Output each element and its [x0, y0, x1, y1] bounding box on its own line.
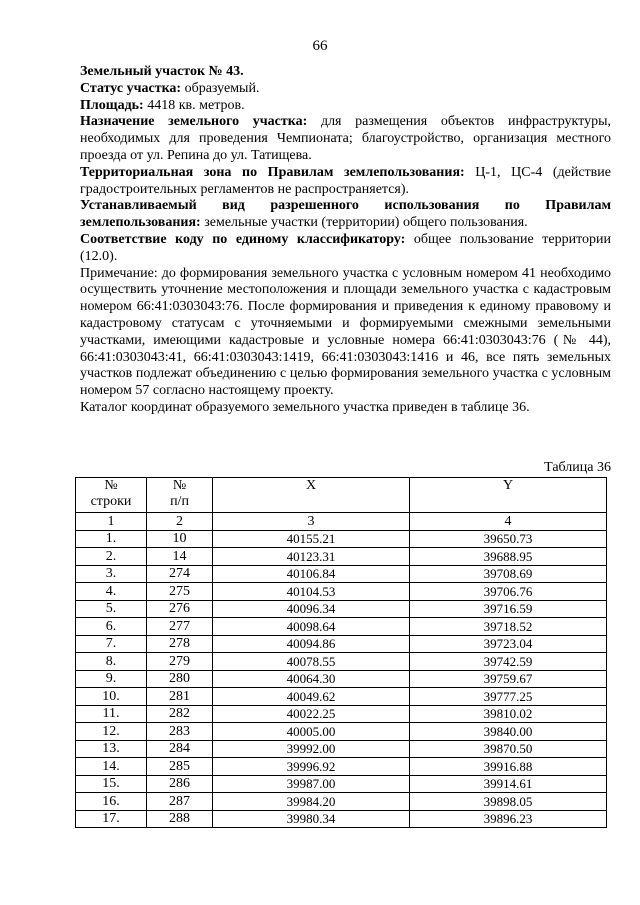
usage-paragraph: Устанавливаемый вид разрешенного использования по Правилам землепользования: земельные участки (территории) общего пользования. — [80, 198, 611, 231]
table-cell: 274 — [147, 565, 213, 583]
table-cell: 15. — [76, 775, 147, 793]
document-body — [80, 64, 611, 417]
table-cell: 4 — [410, 513, 607, 531]
table-cell: 39777.25 — [410, 688, 607, 706]
header-y: Y — [410, 478, 607, 513]
table-cell: 285 — [147, 758, 213, 776]
table-row — [76, 530, 607, 548]
table-cell: 39688.95 — [410, 548, 607, 566]
table-cell: 277 — [147, 618, 213, 636]
table-row — [76, 653, 607, 671]
table-cell: 40005.00 — [213, 723, 410, 741]
table-cell: 40022.25 — [213, 705, 410, 723]
table-cell: 14. — [76, 758, 147, 776]
table-cell: 10. — [76, 688, 147, 706]
table-cell: 284 — [147, 740, 213, 758]
table-row — [76, 618, 607, 636]
table-cell: 39718.52 — [410, 618, 607, 636]
table-cell: 39896.23 — [410, 810, 607, 828]
table-cell: 17. — [76, 810, 147, 828]
table-cell: 39987.00 — [213, 775, 410, 793]
table-cell: 40106.84 — [213, 565, 410, 583]
table-cell: 39916.88 — [410, 758, 607, 776]
table-cell: 39980.34 — [213, 810, 410, 828]
catalog-sentence: Каталог координат образуемого земельного участка приведен в таблице 36. — [80, 399, 530, 415]
table-row — [76, 548, 607, 566]
table-row — [76, 810, 607, 828]
header-point-number: № п/п — [147, 478, 213, 513]
table-cell: 9. — [76, 670, 147, 688]
table-row — [76, 740, 607, 758]
table-cell: 280 — [147, 670, 213, 688]
table-cell: 2. — [76, 548, 147, 566]
table-cell: 13. — [76, 740, 147, 758]
table-cell: 39996.92 — [213, 758, 410, 776]
table-index-row — [76, 513, 607, 531]
table-cell: 279 — [147, 653, 213, 671]
table-cell: 10 — [147, 530, 213, 548]
table-cell: 40155.21 — [213, 530, 410, 548]
table-caption: Таблица 36 — [544, 460, 611, 475]
table-cell: 40104.53 — [213, 583, 410, 601]
table-cell: 276 — [147, 600, 213, 618]
table-cell: 6. — [76, 618, 147, 636]
status-line: Статус участка: образуемый. — [80, 80, 260, 96]
classifier-paragraph: Соответствие коду по единому классификатору: общее пользование территории (12.0). — [80, 231, 611, 264]
table-cell: 12. — [76, 723, 147, 741]
header-row-number: № строки — [76, 478, 147, 513]
table-row — [76, 670, 607, 688]
table-cell: 40098.64 — [213, 618, 410, 636]
table-row — [76, 583, 607, 601]
table-row — [76, 635, 607, 653]
coordinates-table — [75, 477, 607, 828]
table-row — [76, 758, 607, 776]
header-x: X — [213, 478, 410, 513]
table-cell: 1 — [76, 513, 147, 531]
table-cell: 287 — [147, 793, 213, 811]
table-cell: 40123.31 — [213, 548, 410, 566]
table-cell: 40064.30 — [213, 670, 410, 688]
table-cell: 282 — [147, 705, 213, 723]
table-cell: 16. — [76, 793, 147, 811]
table-cell: 39716.59 — [410, 600, 607, 618]
table-cell: 278 — [147, 635, 213, 653]
table-cell: 3 — [213, 513, 410, 531]
table-cell: 39742.59 — [410, 653, 607, 671]
plot-title: Земельный участок № 43. — [80, 64, 244, 79]
table-cell: 39810.02 — [410, 705, 607, 723]
table-cell: 39840.00 — [410, 723, 607, 741]
table-cell: 39984.20 — [213, 793, 410, 811]
zone-paragraph: Территориальная зона по Правилам землепользования: Ц-1, ЦС-4 (действие градостроительных регламентов не распространяется). — [80, 164, 611, 197]
table-cell: 281 — [147, 688, 213, 706]
table-row — [76, 723, 607, 741]
table-cell: 8. — [76, 653, 147, 671]
table-cell: 5. — [76, 600, 147, 618]
table-cell: 39992.00 — [213, 740, 410, 758]
table-cell: 40094.86 — [213, 635, 410, 653]
area-line: Площадь: 4418 кв. метров. — [80, 97, 245, 113]
purpose-paragraph: Назначение земельного участка: для размещения объектов инфраструктуры, необходимых для проведения Чемпионата; благоустройство, организация местного проезда от ул. Репина до ул. Татищева. — [80, 114, 611, 163]
table-row — [76, 565, 607, 583]
table-cell: 7. — [76, 635, 147, 653]
table-cell: 39898.05 — [410, 793, 607, 811]
table-cell: 39650.73 — [410, 530, 607, 548]
table-cell: 39914.61 — [410, 775, 607, 793]
page-number: 66 — [312, 38, 328, 54]
table-cell: 275 — [147, 583, 213, 601]
note-paragraph: Примечание: до формирования земельного участка с условным номером 41 необходимо осуществить уточнение местоположения и площади земельного участка с кадастровым номером 66:41:0303043:76. После формирования и приведения к единому правовому и кадастровому статусам с уточняемыми и формируемыми смежными земельными участками, имеющими кадастровые и условные номера 66:41:0303043:76 (№ 44), 66:41:0303043:41, 66:41:0303043:1419, 66:41:0303043:1416 и 46, все пять земельных участков подлежат объединению с целью формирования земельного участка с условным номером 57 согласно настоящему проекту. — [80, 265, 611, 399]
table-cell: 288 — [147, 810, 213, 828]
table-cell: 1. — [76, 530, 147, 548]
table-cell: 39723.04 — [410, 635, 607, 653]
table-cell: 39706.76 — [410, 583, 607, 601]
table-row — [76, 688, 607, 706]
table-cell: 283 — [147, 723, 213, 741]
table-cell: 39759.67 — [410, 670, 607, 688]
table-row — [76, 793, 607, 811]
table-row — [76, 775, 607, 793]
table-header-row — [76, 478, 607, 513]
table-cell: 40078.55 — [213, 653, 410, 671]
table-cell: 39708.69 — [410, 565, 607, 583]
table-cell: 39870.50 — [410, 740, 607, 758]
table-cell: 4. — [76, 583, 147, 601]
table-cell: 40096.34 — [213, 600, 410, 618]
table-row — [76, 600, 607, 618]
table-cell: 11. — [76, 705, 147, 723]
table-row — [76, 705, 607, 723]
table-cell: 2 — [147, 513, 213, 531]
table-cell: 3. — [76, 565, 147, 583]
table-cell: 14 — [147, 548, 213, 566]
table-cell: 286 — [147, 775, 213, 793]
table-cell: 40049.62 — [213, 688, 410, 706]
